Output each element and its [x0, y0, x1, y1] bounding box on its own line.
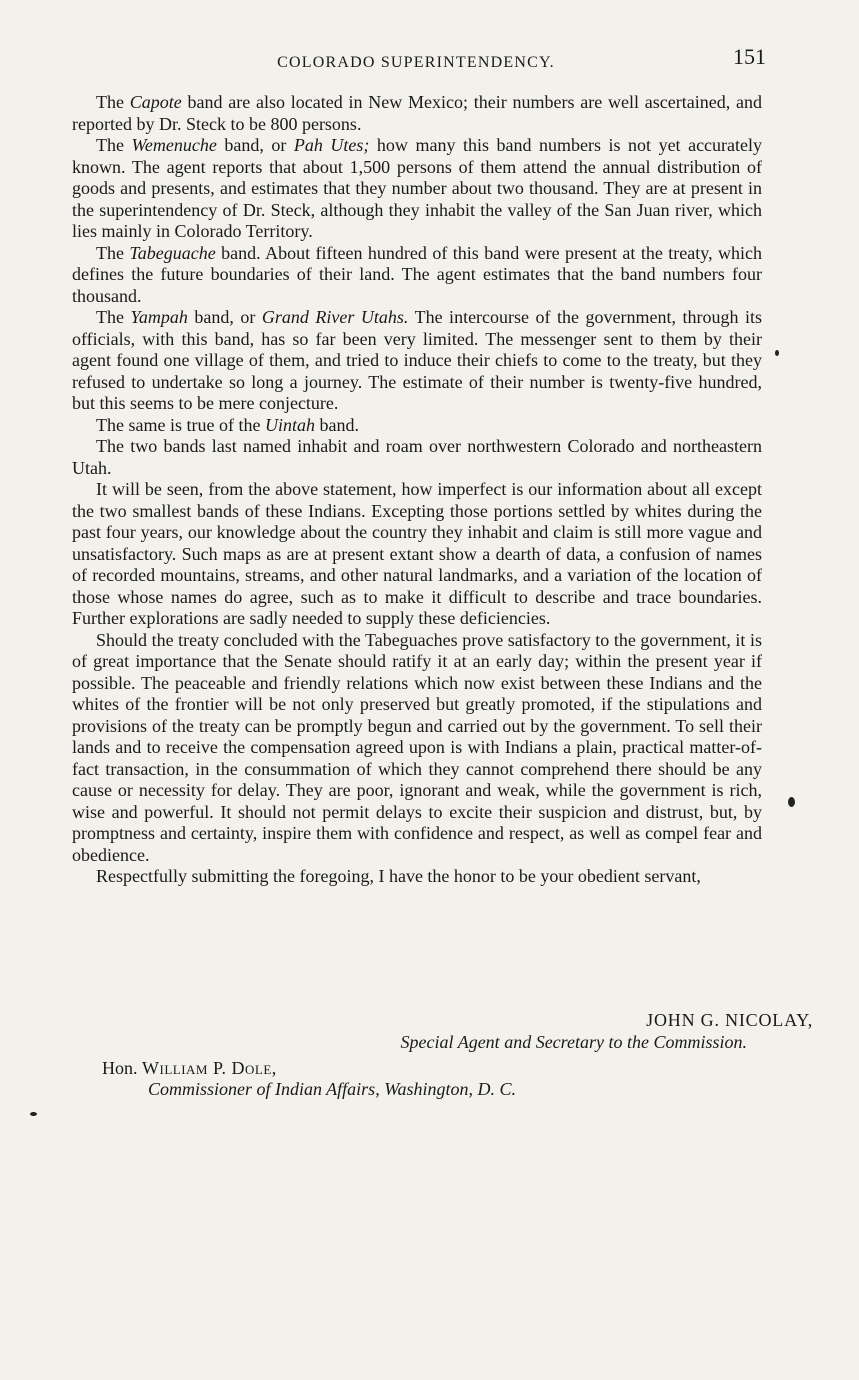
band-name: Uintah [264, 414, 315, 435]
text-run: band are also located in New Mexico; their numbers are well ascertained, and reported by Dr. Steck to be 800 persons. [72, 92, 763, 134]
paragraph-imperfect-information [72, 479, 762, 630]
page-number: 151 [733, 44, 766, 69]
page-header [72, 44, 766, 80]
paragraph-treaty [72, 630, 762, 867]
ink-speck [30, 1112, 37, 1116]
text-run: The [96, 92, 130, 112]
text-run: The same is true of the [96, 414, 265, 435]
paragraph-wemenuche [72, 135, 762, 243]
text-run: The two bands last named inhabit and roam over northwestern Colorado and northeastern Utah. [72, 436, 762, 478]
text-run: band, or [187, 307, 262, 327]
text-run: band. About fifteen hundred of this band were present at the treaty, which defines the future boundaries of their land. The agent estimates that the band numbers four thousand. [72, 242, 762, 306]
band-name: Capote [129, 92, 182, 112]
text-run: Respectfully submitting the foregoing, I have the honor to be your obedient servant, [96, 866, 701, 886]
addressee-line-1 [102, 1058, 277, 1079]
addressee-prefix: Hon. [102, 1058, 142, 1078]
text-run: The [96, 135, 132, 155]
text-run: The [96, 307, 131, 327]
running-head: COLORADO SUPERINTENDENCY. [277, 54, 555, 71]
text-run: band. [314, 414, 359, 435]
paragraph-uintah [72, 415, 762, 437]
text-run: It will be seen, from the above statement, how imperfect is our information about all except the two smallest bands of these Indians. Excepting those portions settled by whites during the past four years, our knowledge about the country they inhabit and claim is still more vague and unsatisfactory. Such maps as are at present extant show a dearth of data, a confusion of names of recorded mountains, streams, and other natural landmarks, and a variation of the location of those whose names do agree, such as to make it difficult to describe and trace boundaries. Further explorations are sadly needed to supply these deficiencies. [72, 479, 762, 628]
text-run: Should the treaty concluded with the Tabeguaches prove satisfactory to the government, it is of great importance that the Senate should ratify it at an early day; within the present year if possible. The peaceable and friendly relations which now exist between these Indians and the whites of the frontier will be not only preserved but greatly promoted, if the stipulations and provisions of the treaty can be promptly begun and carried out by the government. To sell their lands and to receive the compensation agreed upon is with Indians a plain, practical matter-of-fact transaction, in the consummation of which they cannot comprehend there should be any cause or necessity for delay. They are poor, ignorant and weak, while the government is rich, wise and powerful. It should not permit delays to excite their suspicion and distrust, but, by promptness and certainty, inspire them with confidence and respect, as well as compel fear and obedience. [72, 629, 762, 865]
ink-speck [775, 350, 779, 356]
band-alias: Pah Utes; [293, 135, 370, 155]
band-name: Wemenuche [131, 135, 217, 155]
band-alias: Grand River Utahs. [261, 307, 409, 327]
band-name: Yampah [130, 307, 188, 327]
signature-title: Special Agent and Secretary to the Commission. [400, 1032, 747, 1052]
paragraph-closing [72, 866, 762, 888]
signature-name: JOHN G. NICOLAY, [646, 1010, 813, 1030]
paragraph-tabeguache [72, 243, 762, 308]
band-name: Tabeguache [129, 242, 216, 263]
paragraph-capote [72, 92, 762, 135]
body-text [72, 92, 762, 888]
addressee-line-2: Commissioner of Indian Affairs, Washington, D. C. [148, 1079, 517, 1099]
text-run: how many this band numbers is not yet accurately known. The agent reports that about 1,500 persons of them attend the annual distribution of goods and presents, and estimates that they number about two thousand. They are at present in the superintendency of Dr. Steck, although they inhabit the valley of the San Juan river, which lies mainly in Colorado Territory. [72, 135, 763, 241]
addressee-name: William P. Dole, [142, 1058, 277, 1078]
text-run: The intercourse of the government, through its officials, with this band, has so far been very limited. The messenger sent to them by their agent found one village of them, and tried to induce their chiefs to come to the treaty, but they refused to undertake so long a journey. The estimate of their number is twenty-five hundred, but this seems to be mere conjecture. [72, 307, 763, 413]
paragraph-yampah [72, 307, 762, 415]
text-run: The [96, 242, 130, 263]
ink-speck [788, 797, 795, 807]
paragraph-two-bands [72, 436, 762, 479]
text-run: band, or [216, 135, 294, 155]
